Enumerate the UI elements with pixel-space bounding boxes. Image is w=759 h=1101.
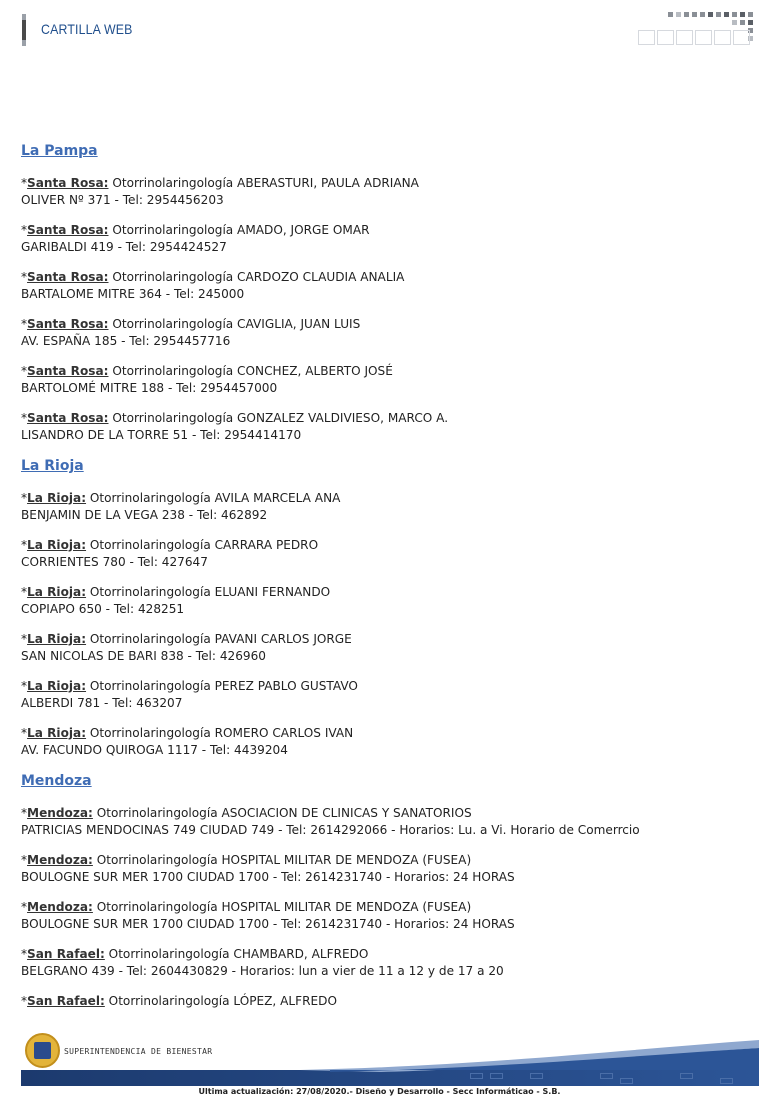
provider-entry	[21, 852, 746, 886]
provider-name: Otorrinolaringología AMADO, JORGE OMAR	[108, 223, 370, 237]
city-link[interactable]: La Rioja:	[27, 679, 87, 693]
provider-entry	[21, 899, 746, 933]
provider-address: ALBERDI 781 - Tel: 463207	[21, 696, 183, 710]
provider-entry	[21, 805, 746, 839]
provider-name: Otorrinolaringología ROMERO CARLOS IVAN	[86, 726, 354, 740]
provider-name: Otorrinolaringología AVILA MARCELA ANA	[86, 491, 341, 505]
provider-entry	[21, 725, 746, 759]
provider-name: Otorrinolaringología CARRARA PEDRO	[86, 538, 319, 552]
provider-name: Otorrinolaringología CONCHEZ, ALBERTO JOSÉ	[108, 364, 393, 378]
entry-prefix: *	[21, 994, 28, 1008]
provider-name-line	[21, 631, 746, 648]
provider-name-line	[21, 946, 746, 963]
footer-organization: SUPERINTENDENCIA DE BIENESTAR	[64, 1047, 213, 1056]
provider-entry	[21, 678, 746, 712]
provider-name: Otorrinolaringología CAVIGLIA, JUAN LUIS	[108, 317, 361, 331]
entry-prefix: *	[21, 538, 28, 552]
provider-name-line	[21, 363, 746, 380]
entry-prefix: *	[21, 632, 28, 646]
entry-prefix: *	[21, 317, 28, 331]
provider-address: OLIVER Nº 371 - Tel: 2954456203	[21, 193, 224, 207]
city-link[interactable]: Santa Rosa:	[27, 364, 109, 378]
entry-prefix: *	[21, 270, 28, 284]
entry-prefix: *	[21, 585, 28, 599]
provider-address: BENJAMIN DE LA VEGA 238 - Tel: 462892	[21, 508, 268, 522]
provider-entry	[21, 631, 746, 665]
city-link[interactable]: La Rioja:	[27, 632, 87, 646]
provider-address: BELGRANO 439 - Tel: 2604430829 - Horarios: lun a vier de 11 a 12 y de 17 a 20	[21, 964, 504, 978]
entry-prefix: *	[21, 491, 28, 505]
entry-prefix: *	[21, 900, 28, 914]
provider-entry	[21, 316, 746, 350]
province-heading[interactable]: Mendoza	[21, 773, 92, 789]
entry-prefix: *	[21, 364, 28, 378]
provider-name-line	[21, 584, 746, 601]
header-grid-decoration	[636, 10, 758, 50]
header-accent-bar	[22, 14, 26, 46]
city-link[interactable]: Santa Rosa:	[27, 317, 109, 331]
provider-name-line	[21, 537, 746, 554]
city-link[interactable]: La Rioja:	[27, 491, 87, 505]
provider-name: Otorrinolaringología ASOCIACION DE CLINICAS Y SANATORIOS	[92, 806, 472, 820]
footer-band	[0, 1028, 759, 1088]
city-link[interactable]: Mendoza:	[27, 806, 93, 820]
provider-name: Otorrinolaringología GONZALEZ VALDIVIESO, MARCO A.	[108, 411, 449, 425]
institution-seal-icon	[25, 1033, 60, 1068]
page-footer	[0, 1028, 759, 1101]
provider-name: Otorrinolaringología ABERASTURI, PAULA ADRIANA	[108, 176, 419, 190]
provider-address: COPIAPO 650 - Tel: 428251	[21, 602, 185, 616]
provider-name: Otorrinolaringología CHAMBARD, ALFREDO	[104, 947, 369, 961]
city-link[interactable]: San Rafael:	[27, 994, 105, 1008]
provider-address: SAN NICOLAS DE BARI 838 - Tel: 426960	[21, 649, 266, 663]
provider-entry	[21, 490, 746, 524]
provider-entry	[21, 410, 746, 444]
city-link[interactable]: Santa Rosa:	[27, 223, 109, 237]
provider-entry	[21, 993, 746, 1010]
provider-name: Otorrinolaringología CARDOZO CLAUDIA ANALIA	[108, 270, 405, 284]
provider-name: Otorrinolaringología HOSPITAL MILITAR DE MENDOZA (FUSEA)	[92, 853, 472, 867]
provider-entry	[21, 363, 746, 397]
provider-address: BARTALOME MITRE 364 - Tel: 245000	[21, 287, 245, 301]
header-title: CARTILLA WEB	[41, 21, 133, 37]
provider-name: Otorrinolaringología LÓPEZ, ALFREDO	[104, 994, 337, 1008]
provider-name-line	[21, 993, 746, 1010]
provider-name-line	[21, 805, 746, 822]
provider-name-line	[21, 678, 746, 695]
provider-name-line	[21, 175, 746, 192]
provider-name-line	[21, 316, 746, 333]
provider-name-line	[21, 725, 746, 742]
entry-prefix: *	[21, 726, 28, 740]
provider-address: BOULOGNE SUR MER 1700 CIUDAD 1700 - Tel: 2614231740 - Horarios: 24 HORAS	[21, 870, 515, 884]
provider-entry	[21, 222, 746, 256]
provider-entry	[21, 269, 746, 303]
last-update-text: Ultima actualización: 27/08/2020.- Diseño y Desarrollo - Secc Informáticao - S.B.	[198, 1087, 561, 1096]
province-heading[interactable]: La Pampa	[21, 143, 98, 159]
provider-entry	[21, 175, 746, 209]
provider-entry	[21, 537, 746, 571]
page-header	[0, 0, 759, 60]
entry-prefix: *	[21, 411, 28, 425]
entry-prefix: *	[21, 806, 28, 820]
city-link[interactable]: Mendoza:	[27, 900, 93, 914]
provider-name: Otorrinolaringología PEREZ PABLO GUSTAVO	[86, 679, 358, 693]
directory-content	[21, 142, 746, 1023]
city-link[interactable]: La Rioja:	[27, 585, 87, 599]
provider-address: PATRICIAS MENDOCINAS 749 CIUDAD 749 - Tel: 2614292066 - Horarios: Lu. a Vi. Horario de Comerrcio	[21, 823, 640, 837]
provider-name: Otorrinolaringología HOSPITAL MILITAR DE MENDOZA (FUSEA)	[92, 900, 472, 914]
provider-address: BARTOLOMÉ MITRE 188 - Tel: 2954457000	[21, 381, 278, 395]
entry-prefix: *	[21, 947, 28, 961]
provider-address: GARIBALDI 419 - Tel: 2954424527	[21, 240, 227, 254]
provider-address: LISANDRO DE LA TORRE 51 - Tel: 2954414170	[21, 428, 302, 442]
provider-name-line	[21, 269, 746, 286]
provider-address: AV. FACUNDO QUIROGA 1117 - Tel: 4439204	[21, 743, 288, 757]
province-heading[interactable]: La Rioja	[21, 458, 84, 474]
entry-prefix: *	[21, 679, 28, 693]
provider-address: BOULOGNE SUR MER 1700 CIUDAD 1700 - Tel: 2614231740 - Horarios: 24 HORAS	[21, 917, 515, 931]
provider-entry	[21, 584, 746, 618]
entry-prefix: *	[21, 223, 28, 237]
provider-name-line	[21, 490, 746, 507]
provider-name-line	[21, 410, 746, 427]
provider-address: AV. ESPAÑA 185 - Tel: 2954457716	[21, 334, 231, 348]
city-link[interactable]: La Rioja:	[27, 726, 87, 740]
city-link[interactable]: San Rafael:	[27, 947, 105, 961]
city-link[interactable]: La Rioja:	[27, 538, 87, 552]
provider-name: Otorrinolaringología PAVANI CARLOS JORGE	[86, 632, 352, 646]
provider-name: Otorrinolaringología ELUANI FERNANDO	[86, 585, 331, 599]
provider-address: CORRIENTES 780 - Tel: 427647	[21, 555, 208, 569]
entry-prefix: *	[21, 176, 28, 190]
city-link[interactable]: Santa Rosa:	[27, 176, 109, 190]
provider-entry	[21, 946, 746, 980]
city-link[interactable]: Santa Rosa:	[27, 270, 109, 284]
entry-prefix: *	[21, 853, 28, 867]
provider-name-line	[21, 222, 746, 239]
provider-name-line	[21, 852, 746, 869]
city-link[interactable]: Santa Rosa:	[27, 411, 109, 425]
city-link[interactable]: Mendoza:	[27, 853, 93, 867]
provider-name-line	[21, 899, 746, 916]
